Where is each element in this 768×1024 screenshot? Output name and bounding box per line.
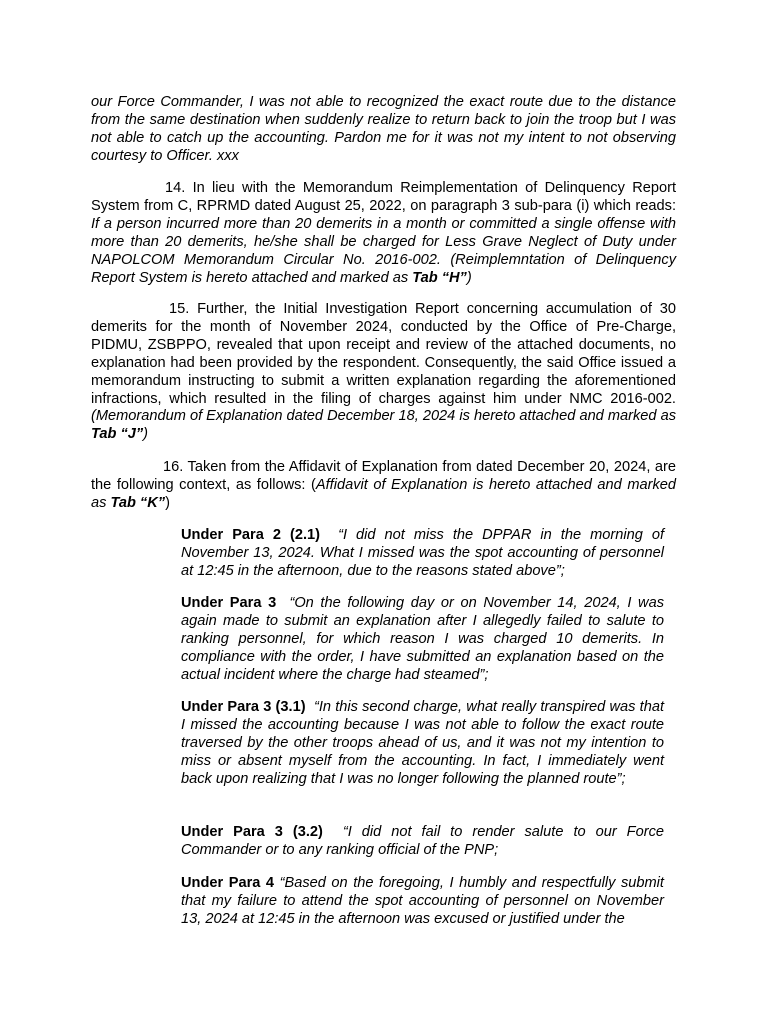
paragraph-16-quote: Affidavit of Explanation is hereto attached and marked as xyxy=(91,476,676,511)
paragraph-15-close: ) xyxy=(143,426,149,443)
paragraph-14-quote: If a person incurred more than 20 demerits in a month or committed a single offense with more than 20 demerits, he/she shall be charged for Less Grave Neglect of Duty under NAPOLCOM Memorandum Circular No. 2016-002. (Reimplemntation of Delinquency Report System is hereto attached and marked as xyxy=(91,215,676,286)
quote-text: “On the following day or on November 14, 2024, I was again made to submit an explanation after I allegedly failed to salute to ranking personnel, for which reason I was charged 10 demerits. In compliance with the order, I have submitted an explanation based on the actual incident where the charge had steamed”; xyxy=(181,595,664,683)
quote-item xyxy=(181,875,664,929)
paragraph-14-close: ) xyxy=(466,269,472,286)
quote-label: Under Para 2 (2.1) xyxy=(181,527,321,543)
quote-text: “Based on the foregoing, I humbly and respectfully submit that my failure to attend the spot accounting of personnel on November 13, 2024 at 12:45 in the afternoon was excused or justified under the xyxy=(181,875,664,927)
quote-item xyxy=(181,699,664,789)
quote-item xyxy=(181,527,664,581)
paragraph-15-tab: Tab “J” xyxy=(91,426,144,443)
quote-text: “I did not miss the DPPAR in the morning of November 13, 2024. What I missed was the spot accounting of personnel at 12:45 in the afternoon, due to the reasons stated above”; xyxy=(181,527,665,579)
paragraph-16-tab: Tab “K” xyxy=(110,494,166,511)
quote-item xyxy=(181,595,664,685)
quote-label: Under Para 4 xyxy=(181,875,275,891)
continued-quote-paragraph xyxy=(91,94,676,166)
paragraph-14 xyxy=(91,180,676,287)
paragraph-15-lead: 15. Further, the Initial Investigation Report concerning accumulation of 30 demerits for the month of November 2024, conducted by the Office of Pre-Charge, PIDMU, ZSBPPO, revealed that upon receipt and review of the attached documents, no explanation had been provided by the respondent. Consequently, the said Office issued a memorandum instructing to submit a written explanation regarding the aforementioned infractions, which resulted in the filing of charges against him under NMC 2016-002. xyxy=(91,301,676,407)
quote-item xyxy=(181,824,664,860)
paragraph-15-quote: (Memorandum of Explanation dated December 18, 2024 is hereto attached and marked as xyxy=(91,408,676,425)
continued-quote-text: our Force Commander, I was not able to recognized the exact route due to the distance from the same destination when suddenly realize to return back to join the troop but I was not able to catch up the accounting. Pardon me for it was not my intent to not observing courtesy to Officer. xxx xyxy=(91,94,676,164)
paragraph-16-lead: 16. Taken from the Affidavit of Explanation from dated December 20, 2024, are the following context, as follows: ( xyxy=(91,459,676,493)
quote-label: Under Para 3 (3.2) xyxy=(181,824,323,840)
quote-text: “In this second charge, what really transpired was that I missed the accounting because I was not able to follow the exact route traversed by the other troops ahead of us, and it was not my intention to miss or absent myself from the accounting. In fact, I immediately went back upon realizing that I was no longer following the planned route”; xyxy=(181,699,664,787)
quote-text: “I did not fail to render salute to our Force Commander or to any ranking official of the PNP; xyxy=(181,824,664,858)
paragraph-16 xyxy=(91,459,676,513)
paragraph-16-close: ) xyxy=(165,494,170,511)
quote-label: Under Para 3 xyxy=(181,595,277,611)
quote-label: Under Para 3 (3.1) xyxy=(181,699,306,715)
paragraph-14-lead: 14. In lieu with the Memorandum Reimplementation of Delinquency Report System from C, RPRMD dated August 25, 2022, on paragraph 3 sub-para (i) which reads: xyxy=(91,180,676,214)
paragraph-14-tab: Tab “H” xyxy=(412,269,467,286)
paragraph-15 xyxy=(91,301,676,444)
